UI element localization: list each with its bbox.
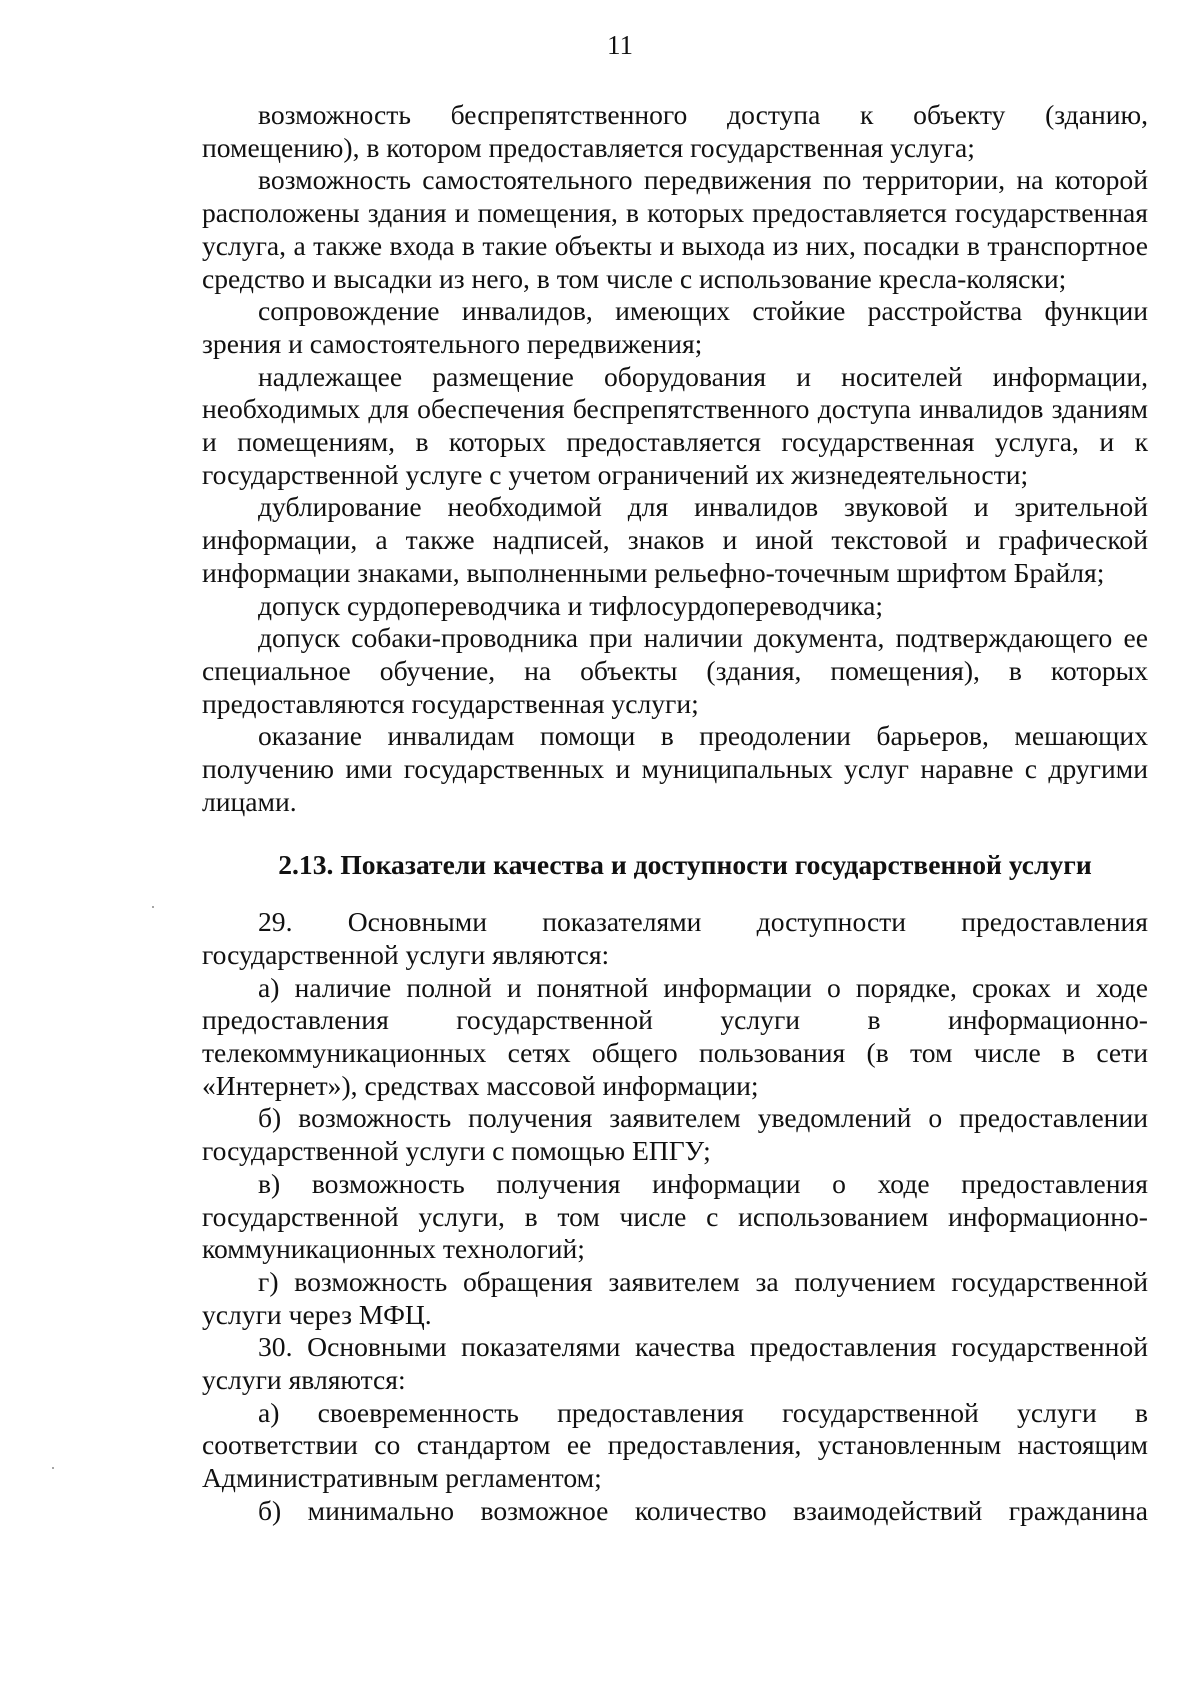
section-heading: 2.13. Показатели качества и доступности государственной услуги (278, 849, 1092, 881)
paragraph: оказание инвалидам помощи в преодолении барьеров, мешающих получению ими государственных и муниципальных услуг наравне с другими лицами. (202, 720, 1148, 817)
paragraph: 30. Основными показателями качества предоставления государственной услуги являются: (202, 1331, 1148, 1396)
paragraph: надлежащее размещение оборудования и носителей информации, необходимых для обеспечения беспрепятственного доступа инвалидов зданиям и помещениям, в которых предоставляется государственная услуга, и к государственной услуге с учетом ограничений их жизнедеятельности; (202, 360, 1148, 490)
paragraph: г) возможность обращения заявителем за получением государственной услуги через МФЦ. (202, 1265, 1148, 1330)
paragraph: возможность беспрепятственного доступа к объекту (зданию, помещению), в котором предоставляется государственная услуга; (202, 99, 1148, 163)
paragraph: а) своевременность предоставления государственной услуги в соответствии со стандартом ее предоставления, установленным настоящим Административным регламентом; (202, 1396, 1148, 1494)
paragraph: а) наличие полной и понятной информации о порядке, сроках и ходе предоставления государственной услуги в информационно-телекоммуникационных сетях общего пользования (в том числе в сети «Интернет»), средствах массовой информации; (202, 971, 1148, 1101)
paragraph: 29. Основными показателями доступности предоставления государственной услуги являются: (202, 906, 1148, 970)
paragraph: возможность самостоятельного передвижения по территории, на которой расположены здания и помещения, в которых предоставляется государственная услуга, а также входа в такие объекты и выхода из них, посадки в транспортное средство и высадки из него, в том числе с использование кресла-коляски; (202, 164, 1148, 294)
scan-speck (152, 906, 154, 908)
paragraph: допуск сурдопереводчика и тифлосурдопереводчика; (258, 589, 883, 621)
paragraph: сопровождение инвалидов, имеющих стойкие расстройства функции зрения и самостоятельного передвижения; (202, 295, 1148, 359)
scan-speck (52, 1467, 54, 1469)
page-number: 11 (607, 30, 633, 60)
paragraph: дублирование необходимой для инвалидов звуковой и зрительной информации, а также надписей, знаков и иной текстовой и графической информации знаками, выполненными рельефно-точечным шрифтом Брайля; (202, 491, 1148, 588)
document-body (202, 99, 1148, 1528)
paragraph: б) возможность получения заявителем уведомлений о предоставлении государственной услуги с помощью ЕПГУ; (202, 1102, 1148, 1167)
paragraph: в) возможность получения информации о ходе предоставления государственной услуги, в том числе с использованием информационно-коммуникационных технологий; (202, 1167, 1148, 1265)
paragraph: допуск собаки-проводника при наличии документа, подтверждающего ее специальное обучение, на объекты (здания, помещения), в которых предоставляются государственная услуги; (202, 622, 1148, 719)
paragraph: б) минимально возможное количество взаимодействий гражданина (258, 1494, 1148, 1526)
